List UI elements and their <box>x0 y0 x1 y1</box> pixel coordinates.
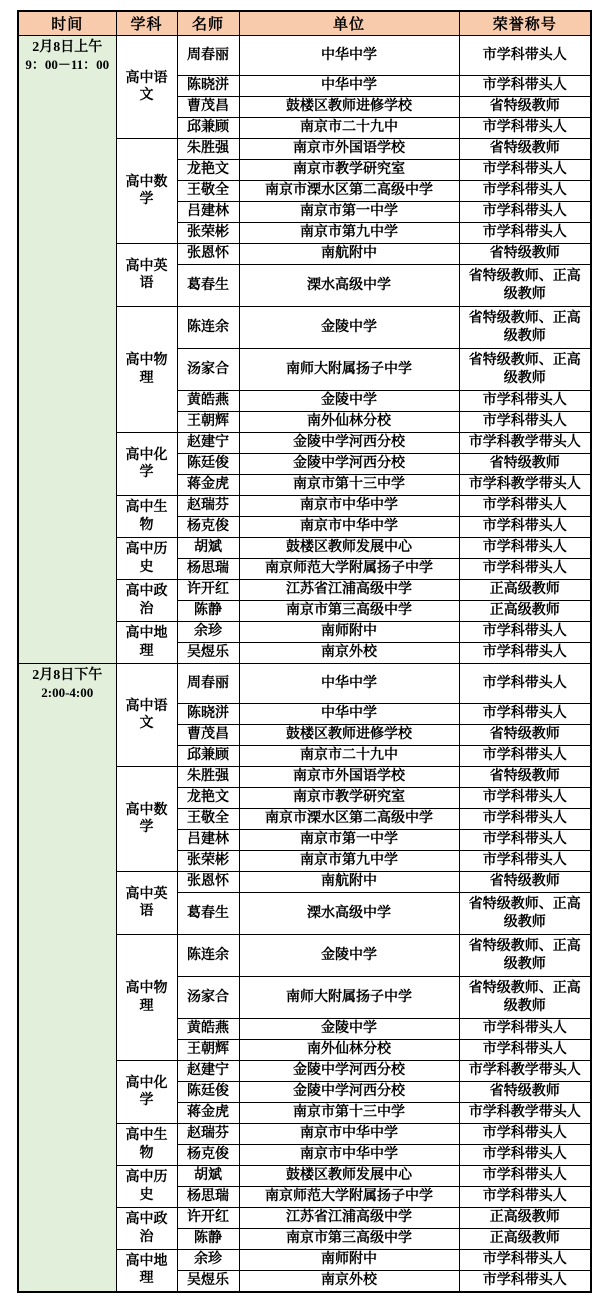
teacher-name-cell: 余珍 <box>177 622 239 643</box>
subject-cell: 高中历史 <box>116 1166 177 1208</box>
teacher-name-cell: 朱胜强 <box>177 139 239 160</box>
honor-cell: 市学科带头人 <box>459 1187 591 1208</box>
session-time-cell <box>18 664 116 1292</box>
session-date: 2月8日上午 <box>32 40 103 55</box>
teacher-name-cell: 杨思瑞 <box>177 559 239 580</box>
unit-cell: 金陵中学河西分校 <box>239 1082 459 1103</box>
teacher-name-cell: 邱兼顾 <box>177 118 239 139</box>
unit-cell: 南京市外国语学校 <box>239 139 459 160</box>
subject-cell: 高中生物 <box>116 496 177 538</box>
subject-cell: 高中物理 <box>116 307 177 433</box>
unit-cell: 鼓楼区教师进修学校 <box>239 97 459 118</box>
session-hours: 2:00-4:00 <box>41 685 94 701</box>
session-time-cell <box>18 36 116 664</box>
honor-cell: 市学科带头人 <box>459 538 591 559</box>
teacher-name-cell: 吴煜乐 <box>177 643 239 664</box>
header-cell-time: 时间 <box>18 11 116 36</box>
honor-cell: 市学科带头人 <box>459 622 591 643</box>
teacher-name-cell: 葛春生 <box>177 893 239 935</box>
unit-cell: 溧水高级中学 <box>239 893 459 935</box>
teacher-name-cell: 邱兼顾 <box>177 746 239 767</box>
unit-cell: 南航附中 <box>239 244 459 265</box>
honor-cell: 正高级教师 <box>459 580 591 601</box>
unit-cell: 南京市中华中学 <box>239 1124 459 1145</box>
honor-cell: 市学科带头人 <box>459 202 591 223</box>
unit-cell: 南京市第九中学 <box>239 223 459 244</box>
unit-cell: 南航附中 <box>239 872 459 893</box>
subject-cell: 高中语文 <box>116 36 177 139</box>
subject-cell: 高中政治 <box>116 580 177 622</box>
teacher-name-cell: 陈廷俊 <box>177 454 239 475</box>
unit-cell: 金陵中学河西分校 <box>239 433 459 454</box>
unit-cell: 金陵中学河西分校 <box>239 1061 459 1082</box>
honor-cell: 省特级教师 <box>459 454 591 475</box>
subject-cell: 高中数学 <box>116 139 177 244</box>
unit-cell: 南京市中华中学 <box>239 517 459 538</box>
honor-cell: 省特级教师 <box>459 139 591 160</box>
honor-cell: 市学科教学带头人 <box>459 475 591 496</box>
honor-cell: 省特级教师 <box>459 767 591 788</box>
schedule-body <box>18 36 591 1292</box>
unit-cell: 南京市外国语学校 <box>239 767 459 788</box>
honor-cell: 省特级教师、正高级教师 <box>459 977 591 1019</box>
honor-cell: 市学科带头人 <box>459 496 591 517</box>
honor-cell: 省特级教师 <box>459 725 591 746</box>
teacher-name-cell: 陈静 <box>177 1229 239 1250</box>
honor-cell: 市学科带头人 <box>459 412 591 433</box>
unit-cell: 南京市第十三中学 <box>239 475 459 496</box>
honor-cell: 市学科带头人 <box>459 809 591 830</box>
honor-cell: 市学科带头人 <box>459 36 591 76</box>
unit-cell: 中华中学 <box>239 76 459 97</box>
honor-cell: 省特级教师 <box>459 872 591 893</box>
teacher-name-cell: 汤家合 <box>177 977 239 1019</box>
unit-cell: 南京市二十九中 <box>239 118 459 139</box>
honor-cell: 省特级教师、正高级教师 <box>459 307 591 349</box>
unit-cell: 南京市中华中学 <box>239 1145 459 1166</box>
honor-cell: 省特级教师 <box>459 97 591 118</box>
honor-cell: 市学科带头人 <box>459 517 591 538</box>
honor-cell: 市学科带头人 <box>459 851 591 872</box>
teacher-name-cell: 周春丽 <box>177 664 239 704</box>
honor-cell: 正高级教师 <box>459 601 591 622</box>
teacher-name-cell: 张荣彬 <box>177 223 239 244</box>
unit-cell: 南师附中 <box>239 1250 459 1271</box>
unit-cell: 南外仙林分校 <box>239 412 459 433</box>
teacher-name-cell: 许开红 <box>177 580 239 601</box>
honor-cell: 省特级教师、正高级教师 <box>459 893 591 935</box>
teacher-name-cell: 许开红 <box>177 1208 239 1229</box>
subject-cell: 高中政治 <box>116 1208 177 1250</box>
teacher-name-cell: 杨克俊 <box>177 517 239 538</box>
teacher-name-cell: 张恩怀 <box>177 244 239 265</box>
subject-cell: 高中数学 <box>116 767 177 872</box>
unit-cell: 中华中学 <box>239 36 459 76</box>
unit-cell: 南师附中 <box>239 622 459 643</box>
unit-cell: 金陵中学 <box>239 307 459 349</box>
teacher-name-cell: 汤家合 <box>177 349 239 391</box>
header-cell-teacher: 名师 <box>177 11 239 36</box>
unit-cell: 金陵中学 <box>239 1019 459 1040</box>
honor-cell: 市学科带头人 <box>459 1145 591 1166</box>
subject-cell: 高中生物 <box>116 1124 177 1166</box>
teacher-name-cell: 赵瑞芬 <box>177 1124 239 1145</box>
unit-cell: 南京市第十三中学 <box>239 1103 459 1124</box>
teacher-name-cell: 胡斌 <box>177 538 239 559</box>
teacher-name-cell: 赵建宁 <box>177 1061 239 1082</box>
teacher-name-cell: 陈静 <box>177 601 239 622</box>
teacher-name-cell: 龙艳文 <box>177 788 239 809</box>
honor-cell: 市学科带头人 <box>459 559 591 580</box>
honor-cell: 正高级教师 <box>459 1229 591 1250</box>
honor-cell: 省特级教师、正高级教师 <box>459 935 591 977</box>
subject-cell: 高中英语 <box>116 244 177 307</box>
honor-cell: 市学科带头人 <box>459 118 591 139</box>
subject-cell: 高中物理 <box>116 935 177 1061</box>
teacher-schedule-table <box>17 10 592 1293</box>
honor-cell: 市学科带头人 <box>459 391 591 412</box>
subject-cell: 高中英语 <box>116 872 177 935</box>
honor-cell: 市学科带头人 <box>459 1124 591 1145</box>
header-cell-subject: 学科 <box>116 11 177 36</box>
unit-cell: 南京市第九中学 <box>239 851 459 872</box>
unit-cell: 江苏省江浦高级中学 <box>239 1208 459 1229</box>
honor-cell: 市学科带头人 <box>459 181 591 202</box>
teacher-name-cell: 周春丽 <box>177 36 239 76</box>
teacher-name-cell: 王朝辉 <box>177 1040 239 1061</box>
honor-cell: 市学科带头人 <box>459 1040 591 1061</box>
unit-cell: 中华中学 <box>239 704 459 725</box>
unit-cell: 鼓楼区教师发展中心 <box>239 538 459 559</box>
subject-cell: 高中地理 <box>116 622 177 664</box>
honor-cell: 市学科带头人 <box>459 746 591 767</box>
teacher-row <box>18 664 591 704</box>
teacher-name-cell: 吕建林 <box>177 202 239 223</box>
unit-cell: 南京外校 <box>239 643 459 664</box>
unit-cell: 鼓楼区教师发展中心 <box>239 1166 459 1187</box>
session-date: 2月8日下午 <box>32 668 103 683</box>
subject-cell: 高中语文 <box>116 664 177 767</box>
teacher-name-cell: 余珍 <box>177 1250 239 1271</box>
honor-cell: 市学科带头人 <box>459 704 591 725</box>
honor-cell: 市学科带头人 <box>459 1271 591 1292</box>
honor-cell: 市学科带头人 <box>459 223 591 244</box>
teacher-name-cell: 吕建林 <box>177 830 239 851</box>
teacher-row <box>18 36 591 76</box>
subject-cell: 高中化学 <box>116 433 177 496</box>
teacher-name-cell: 陈连余 <box>177 307 239 349</box>
unit-cell: 南师大附属扬子中学 <box>239 349 459 391</box>
unit-cell: 南京市第三高级中学 <box>239 601 459 622</box>
honor-cell: 市学科带头人 <box>459 643 591 664</box>
teacher-name-cell: 吴煜乐 <box>177 1271 239 1292</box>
honor-cell: 正高级教师 <box>459 1208 591 1229</box>
honor-cell: 市学科带头人 <box>459 1166 591 1187</box>
teacher-name-cell: 黄皓燕 <box>177 1019 239 1040</box>
honor-cell: 市学科带头人 <box>459 664 591 704</box>
header-cell-honor: 荣誉称号 <box>459 11 591 36</box>
unit-cell: 南京师范大学附属扬子中学 <box>239 559 459 580</box>
honor-cell: 省特级教师、正高级教师 <box>459 349 591 391</box>
unit-cell: 南京市溧水区第二高级中学 <box>239 181 459 202</box>
subject-cell: 高中历史 <box>116 538 177 580</box>
unit-cell: 中华中学 <box>239 664 459 704</box>
unit-cell: 南京市溧水区第二高级中学 <box>239 809 459 830</box>
teacher-name-cell: 曹茂昌 <box>177 97 239 118</box>
teacher-name-cell: 蒋金虎 <box>177 475 239 496</box>
honor-cell: 省特级教师 <box>459 1082 591 1103</box>
honor-cell: 市学科教学带头人 <box>459 1103 591 1124</box>
honor-cell: 省特级教师、正高级教师 <box>459 265 591 307</box>
unit-cell: 南京市第一中学 <box>239 830 459 851</box>
unit-cell: 溧水高级中学 <box>239 265 459 307</box>
teacher-name-cell: 葛春生 <box>177 265 239 307</box>
honor-cell: 市学科带头人 <box>459 76 591 97</box>
unit-cell: 南京市第一中学 <box>239 202 459 223</box>
unit-cell: 南师大附属扬子中学 <box>239 977 459 1019</box>
honor-cell: 市学科教学带头人 <box>459 433 591 454</box>
unit-cell: 南京市第三高级中学 <box>239 1229 459 1250</box>
teacher-name-cell: 陈廷俊 <box>177 1082 239 1103</box>
subject-cell: 高中化学 <box>116 1061 177 1124</box>
unit-cell: 南京市教学研究室 <box>239 160 459 181</box>
honor-cell: 市学科带头人 <box>459 830 591 851</box>
teacher-name-cell: 杨克俊 <box>177 1145 239 1166</box>
subject-cell: 高中地理 <box>116 1250 177 1292</box>
teacher-name-cell: 陈晓洴 <box>177 76 239 97</box>
header-row <box>18 11 591 36</box>
teacher-name-cell: 杨思瑞 <box>177 1187 239 1208</box>
teacher-name-cell: 赵瑞芬 <box>177 496 239 517</box>
honor-cell: 省特级教师 <box>459 244 591 265</box>
teacher-name-cell: 王敬全 <box>177 181 239 202</box>
teacher-name-cell: 曹茂昌 <box>177 725 239 746</box>
unit-cell: 江苏省江浦高级中学 <box>239 580 459 601</box>
session-hours: 9：00－11：00 <box>25 57 110 73</box>
teacher-name-cell: 蒋金虎 <box>177 1103 239 1124</box>
unit-cell: 金陵中学 <box>239 391 459 412</box>
teacher-name-cell: 胡斌 <box>177 1166 239 1187</box>
honor-cell: 市学科带头人 <box>459 160 591 181</box>
teacher-name-cell: 王朝辉 <box>177 412 239 433</box>
honor-cell: 市学科带头人 <box>459 788 591 809</box>
header-cell-unit: 单位 <box>239 11 459 36</box>
unit-cell: 南京外校 <box>239 1271 459 1292</box>
teacher-name-cell: 龙艳文 <box>177 160 239 181</box>
unit-cell: 南外仙林分校 <box>239 1040 459 1061</box>
teacher-name-cell: 赵建宁 <box>177 433 239 454</box>
teacher-name-cell: 陈晓洴 <box>177 704 239 725</box>
teacher-name-cell: 陈连余 <box>177 935 239 977</box>
unit-cell: 金陵中学河西分校 <box>239 454 459 475</box>
honor-cell: 市学科带头人 <box>459 1250 591 1271</box>
teacher-name-cell: 张恩怀 <box>177 872 239 893</box>
honor-cell: 市学科带头人 <box>459 1019 591 1040</box>
unit-cell: 南京市中华中学 <box>239 496 459 517</box>
unit-cell: 鼓楼区教师进修学校 <box>239 725 459 746</box>
teacher-name-cell: 张荣彬 <box>177 851 239 872</box>
teacher-name-cell: 王敬全 <box>177 809 239 830</box>
honor-cell: 市学科教学带头人 <box>459 1061 591 1082</box>
unit-cell: 南京师范大学附属扬子中学 <box>239 1187 459 1208</box>
teacher-name-cell: 朱胜强 <box>177 767 239 788</box>
unit-cell: 南京市二十九中 <box>239 746 459 767</box>
teacher-name-cell: 黄皓燕 <box>177 391 239 412</box>
unit-cell: 南京市教学研究室 <box>239 788 459 809</box>
unit-cell: 金陵中学 <box>239 935 459 977</box>
